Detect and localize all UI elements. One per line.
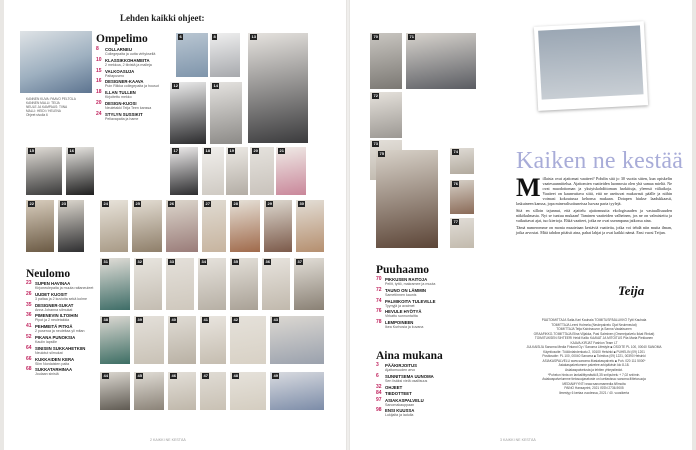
- thumbnail-photo[interactable]: [202, 200, 226, 252]
- imprint-line: TOIMITTAJA Teija Kaivinauvon ja Sanna Vaalaisunen: [556, 327, 632, 332]
- thumbnail-photo[interactable]: [248, 33, 308, 143]
- thumbnail-photo[interactable]: [168, 316, 196, 364]
- page-number-badge: 12: [173, 83, 178, 88]
- thumbnail-photo[interactable]: [450, 148, 474, 174]
- folio-left: 2 KAIKKI NE KESTÄÄ: [150, 438, 186, 442]
- thumbnail-photo[interactable]: [296, 200, 324, 252]
- list-item[interactable]: 24 STYLYN SUSSIKIT Pellavapaita ja hame: [96, 110, 143, 121]
- editorial-body: [516, 173, 672, 238]
- editor-photo: [538, 25, 643, 99]
- imprint-line: KAAVA-KIRJAT Fashion Team LT: [570, 340, 618, 345]
- list-item[interactable]: 52 PIKANA PUNOKSIA Kaulin lapsille: [26, 333, 76, 344]
- list-item[interactable]: 8 COLLARNEU Collegepaita ja uutta virityksellä: [96, 46, 156, 56]
- thumbnail-photo[interactable]: [376, 150, 438, 248]
- page-number-badge: 43: [273, 317, 278, 322]
- list-item[interactable]: 84 TIEDOTTEET: [376, 390, 412, 397]
- thumbnail-photo[interactable]: [264, 200, 292, 252]
- imprint-line: TOIMITTAJA Leeni Holmela (Neulepalvelu Ojat Neuleneulat): [551, 322, 637, 327]
- thumbnail-photo[interactable]: [210, 33, 240, 77]
- editor-portrait: [534, 21, 648, 111]
- page-number-badge: 47: [203, 373, 208, 378]
- imprint-line: *Puhelun hinta on lankaliittymästä 8,35 snt/puhelu + 7,02 snt/min.: [547, 372, 641, 377]
- page-number-badge: 38: [103, 317, 108, 322]
- page-number-badge: 22: [29, 201, 34, 206]
- page-number-badge: 70: [373, 34, 378, 39]
- page-number-badge: 15: [29, 148, 34, 153]
- list-item[interactable]: 6 SUNNITSEMA UUNOMA Sen lisäksi vielä osallisuus: [376, 372, 434, 383]
- thumbnail-photo[interactable]: [134, 316, 164, 364]
- page-number-badge: 23: [61, 201, 66, 206]
- thumbnail-photo[interactable]: [168, 372, 196, 410]
- neulomo-list: [26, 281, 98, 378]
- cover-credit: KANNEN KUVA: PAAVO PELTOLA KANNEN MALLI: TEIJA NEULE JA KAMPAUS: TIINA MALLI: HEIDI / HELENA Ohjeet sivulla 6: [26, 97, 76, 117]
- imprint-line: Asiakaspalvelumme palvelee arkipäivisin klo 8-18.: [558, 363, 630, 368]
- thumbnail-photo[interactable]: [370, 92, 402, 138]
- thumbnail-photo[interactable]: [450, 180, 474, 214]
- page-title: Lehden kaikki ohjeet:: [120, 13, 205, 23]
- page-number-badge: 36: [265, 259, 270, 264]
- thumbnail-photo[interactable]: [198, 258, 226, 310]
- section-title-neulomo: Neulomo: [26, 268, 71, 280]
- list-item[interactable]: 35 DESIGNER-SUKAT Anna Johanna silmukat: [26, 301, 74, 312]
- editorial-paragraph: illaista ovat ajattomat vaatteet? Pohdin sitä jo 30 vuotta sitten, kun opiskelin vaatesuunnittelua. Ajattomien vaatteiden luonnosta olen yhä samaa mieltä. Ne ovat muodottoman ja ykstyiskohdittoman harkittuja, yleensä väliaikoja. Vaatteet on kauneuttava siitä, että ne asettuvat mukavasti päälle ja niihin voimasi kokoutussa kehonsa mukaan. Dotapen hiukse laadukkaasti, laskuineen kanssa, jopa mineralisoituneissa luovaa paria tyylejä.: [516, 176, 672, 207]
- list-item[interactable]: 76 HEVULE HYÖTYÄ Virkattu sunnuntaitta: [376, 308, 422, 319]
- thumbnail-photo[interactable]: [276, 147, 306, 195]
- list-item[interactable]: 23 SUPEN HAVINAA Kirjoneulepaita ja muuta raitaneuleet: [26, 280, 94, 290]
- thumbnail-photo[interactable]: [294, 258, 324, 310]
- thumbnail-photo[interactable]: [66, 147, 94, 195]
- list-item[interactable]: 74 PALMIKOITA TULEVILLE Tyynyjä ja avaimet: [376, 297, 436, 308]
- list-item[interactable]: 3 PÄÄKIRJOITUS Ajattomuuden arvo: [376, 362, 417, 372]
- page-number-badge: 26: [169, 201, 174, 206]
- page-number-badge: 14: [213, 83, 218, 88]
- imprint-line: Asiakaspalvelumme tietosuojaseloste on luettavissa: sanoma.fi/tietosuoja: [542, 377, 646, 382]
- thumbnail-photo[interactable]: [134, 258, 162, 310]
- page-number-badge: 28: [233, 201, 238, 206]
- page-number-badge: 32: [137, 259, 142, 264]
- page-number-badge: 20: [253, 148, 258, 153]
- editorial-paragraph: Sitä en silloin tajunnut, että ajattelu ajattomuutta ekologisuuden ja vastuullisuuden näkökulmasta. Nyt se tuntuu mukaan! Taminen vaatteiden valheinen, jos ne on valmistettu ja vaikuttavat ajat, tuo kiertoja. Ehkä vaatteet, jotka ne ovat useampana jatkossa aina.: [516, 208, 672, 224]
- thumbnail-photo[interactable]: [100, 200, 128, 252]
- list-item[interactable]: 98 ENSI KUUSSA Lukijalta ja ladulla: [376, 407, 415, 418]
- page-number-badge: 27: [205, 201, 210, 206]
- list-item[interactable]: 64 SINISIIN SUKKAHETKIIN Neulotut silmukat: [26, 344, 86, 355]
- left-page: [4, 0, 346, 450]
- page-number-badge: 18: [205, 148, 210, 153]
- thumbnail-photo[interactable]: [230, 258, 258, 310]
- puuhaamo-list: [376, 277, 450, 331]
- section-title-puuhaamo: Puuhaamo: [376, 264, 430, 276]
- imprint-line: PAINO Hansaprint, 2021 ISSN 2736-9005: [564, 386, 624, 391]
- page-number-badge: 41: [203, 317, 208, 322]
- page-number-badge: 46: [171, 373, 176, 378]
- thumbnail-photo[interactable]: [26, 147, 62, 195]
- editorial-title: Kaiken ne kestää: [516, 148, 684, 174]
- thumbnail-photo[interactable]: [200, 372, 226, 410]
- list-item[interactable]: 15 VALKOASUJA Paitapusero: [96, 67, 135, 78]
- thumbnail-photo[interactable]: [226, 147, 248, 195]
- thumbnail-photo[interactable]: [406, 33, 476, 89]
- list-item[interactable]: 10 KLASSIKKOHAMEITA 2 mekkoa, 2 tiivistä ja malleja: [96, 56, 152, 67]
- page-number-badge: 40: [171, 317, 176, 322]
- list-item[interactable]: 66 KUKKAIDEN KERA Slim Nordaisten paita: [26, 355, 75, 366]
- folio-right: 3 KAIKKI NE KESTÄÄ: [500, 438, 536, 442]
- thumbnail-photo[interactable]: [450, 218, 474, 248]
- page-number-badge: 35: [233, 259, 238, 264]
- imprint-line: JULKAISIJA Sanoma Media Finland Oy / Sanoma Lifestyle ■ OSOITE PL 100, 00040 SANOMA: [526, 345, 662, 350]
- page-number-badge: 44: [103, 373, 108, 378]
- thumbnail-photo[interactable]: [202, 147, 224, 195]
- page-number-badge: 77: [453, 219, 458, 224]
- page-number-badge: 6: [179, 34, 182, 39]
- page-number-badge: 21: [279, 148, 284, 153]
- thumbnail-photo[interactable]: [166, 258, 194, 310]
- imprint-line: Ilmestyy 6 kertaa vuodessa, 2021 / 40. vuosikerta: [559, 390, 629, 395]
- thumbnail-photo[interactable]: [100, 316, 130, 364]
- list-item[interactable]: 36 PIMENEVIN ILTOIHIN Pipot ja 2 neuletakkia: [26, 312, 78, 323]
- thumbnail-photo[interactable]: [200, 316, 226, 364]
- thumbnail-photo[interactable]: [166, 200, 198, 252]
- page-number-badge: 49: [273, 373, 278, 378]
- list-item[interactable]: 97 ASIAKASPALVELU Sanomakauppaan: [376, 396, 424, 407]
- page-number-badge: 16: [69, 148, 74, 153]
- thumbnail-photo[interactable]: [26, 200, 54, 252]
- page-number-badge: 8: [213, 34, 216, 39]
- page-number-badge: 33: [169, 259, 174, 264]
- thumbnail-photo[interactable]: [58, 200, 84, 252]
- ompelimo-list: [96, 47, 166, 123]
- imprint: [510, 318, 678, 395]
- list-item[interactable]: 72 TAUNO ON LÄMMIN Sametiinnen kaunis: [376, 286, 426, 297]
- section-title-aina-mukana: Aina mukana: [376, 350, 443, 362]
- imprint-line: TOIMITUKSEN SIHTEERI Heidi Kallio KAAVAT JA MITOITUS Piia Maria Piekkanen: [534, 336, 654, 341]
- list-item[interactable]: 20 DESIGN-KUOSI Neuletakki Teija Teen kanssa: [96, 99, 152, 110]
- imprint-line: PÄÄTOIMITTAJA Saila-Kari Kauhala TOIMITUSPÄÄLLIKKÖ Tytti Kauhala: [541, 318, 647, 322]
- thumbnail-photo[interactable]: [262, 258, 290, 310]
- list-item[interactable]: 70 PIKKUSEN RAITOJA Pellit, tyttö, makramee ja muuta: [376, 276, 436, 286]
- thumbnail-photo[interactable]: [210, 82, 242, 144]
- thumbnail-photo[interactable]: [250, 147, 274, 195]
- editor-signature: Teija: [618, 283, 645, 298]
- list-item[interactable]: 32 OHJEET: [376, 383, 403, 390]
- list-item[interactable]: 18 ILLAN TULLEN Kirjoitettu mekko: [96, 89, 136, 100]
- page-number-badge: 25: [135, 201, 140, 206]
- thumbnail-photo[interactable]: [230, 316, 266, 364]
- page-number-badge: 29: [267, 201, 272, 206]
- page-number-badge: 72: [373, 93, 378, 98]
- page-number-badge: 34: [201, 259, 206, 264]
- list-item[interactable]: 41 PEHMEITÄ PITKIÄ 2 puseroa ja neuleitaa yli mitan: [26, 323, 85, 334]
- list-item[interactable]: 78 LEMPOINEEN Ikea Kurhosia ja kuvana: [376, 319, 424, 330]
- editorial-paragraph: Tämä numeromme on monia muutetaan kestäviä vaatteita, jotka voi tehdä niin mutta ilman, jotka arvostat. Mitä tahdon pitäisit aina, pahat lahjat ja ovat kaikki nämä. Ensi vuosi Teijan.: [516, 225, 672, 236]
- page-number-badge: 73: [373, 141, 378, 146]
- page-number-badge: 17: [173, 148, 178, 153]
- thumbnail-photo[interactable]: [176, 33, 208, 77]
- page-number-badge: 19: [229, 148, 234, 153]
- cover-photo: [20, 31, 92, 93]
- page-number-badge: 48: [233, 373, 238, 378]
- thumbnail-photo[interactable]: [230, 200, 260, 252]
- thumbnail-photo[interactable]: [170, 82, 206, 144]
- list-item[interactable]: 68 SUKKATARHINAA Joulaan sinisiä: [26, 366, 73, 377]
- thumbnail-photo[interactable]: [170, 147, 198, 195]
- thumbnail-photo[interactable]: [100, 372, 130, 410]
- thumbnail-photo[interactable]: [132, 200, 162, 252]
- thumbnail-photo[interactable]: [270, 372, 324, 410]
- page-number-badge: 24: [103, 201, 108, 206]
- list-item[interactable]: 16 DESIGNER-KAAVA Puin Riikka collegepaita ja housut: [96, 78, 159, 89]
- thumbnail-photo[interactable]: [370, 33, 402, 89]
- aina-mukana-list: [376, 363, 450, 419]
- imprint-line: GRAAFIKKO-TOIMITTAJA Elina Viljakka, Pasi Salminen (Ommelpalvelu Ikkat Rinkat): [533, 331, 655, 336]
- page-number-badge: 31: [103, 259, 108, 264]
- page-number-badge: 74: [453, 149, 458, 154]
- page-number-badge: 37: [297, 259, 302, 264]
- page-number-badge: 30: [299, 201, 304, 206]
- page-number-badge: 39: [137, 317, 142, 322]
- drop-cap: M: [516, 173, 541, 202]
- section-title-ompelimo: Ompelimo: [96, 33, 148, 45]
- imprint-line: ASIAKASPALVELU www.sanoma.fi/asiakaspalvelu ■ Puh. 020 111 5000*: [542, 358, 646, 363]
- imprint-line: Postiosoite: PL 100, 00040 Sanoma ■ Toimitus (09) 1221, 00390 Helsinki: [542, 354, 646, 359]
- imprint-line: Asiakaspalvelusta ja lehtien yhteystiedot.: [565, 368, 623, 373]
- thumbnail-photo[interactable]: [230, 372, 266, 410]
- page-number-badge: 13: [251, 34, 256, 39]
- thumbnail-photo[interactable]: [100, 258, 130, 310]
- page-number-badge: 75: [379, 151, 384, 156]
- page-number-badge: 76: [453, 181, 458, 186]
- imprint-line: MEDIAMYYNTI www.sanomamedia.fi/ilmoita: [562, 381, 626, 386]
- thumbnail-photo[interactable]: [134, 372, 164, 410]
- thumbnail-photo[interactable]: [270, 316, 324, 364]
- list-item[interactable]: 26 UUDET KUOSIT 3 paitaa ja 2 kuvioita sekä kolme: [26, 290, 87, 301]
- page-number-badge: 45: [137, 373, 142, 378]
- imprint-line: Käyntiosoite: Töölönlahdenkatu 2, 00100 Helsinki ■ PUHELIN (09) 1201: [543, 349, 645, 354]
- page-number-badge: 42: [233, 317, 238, 322]
- page-number-badge: 71: [409, 34, 414, 39]
